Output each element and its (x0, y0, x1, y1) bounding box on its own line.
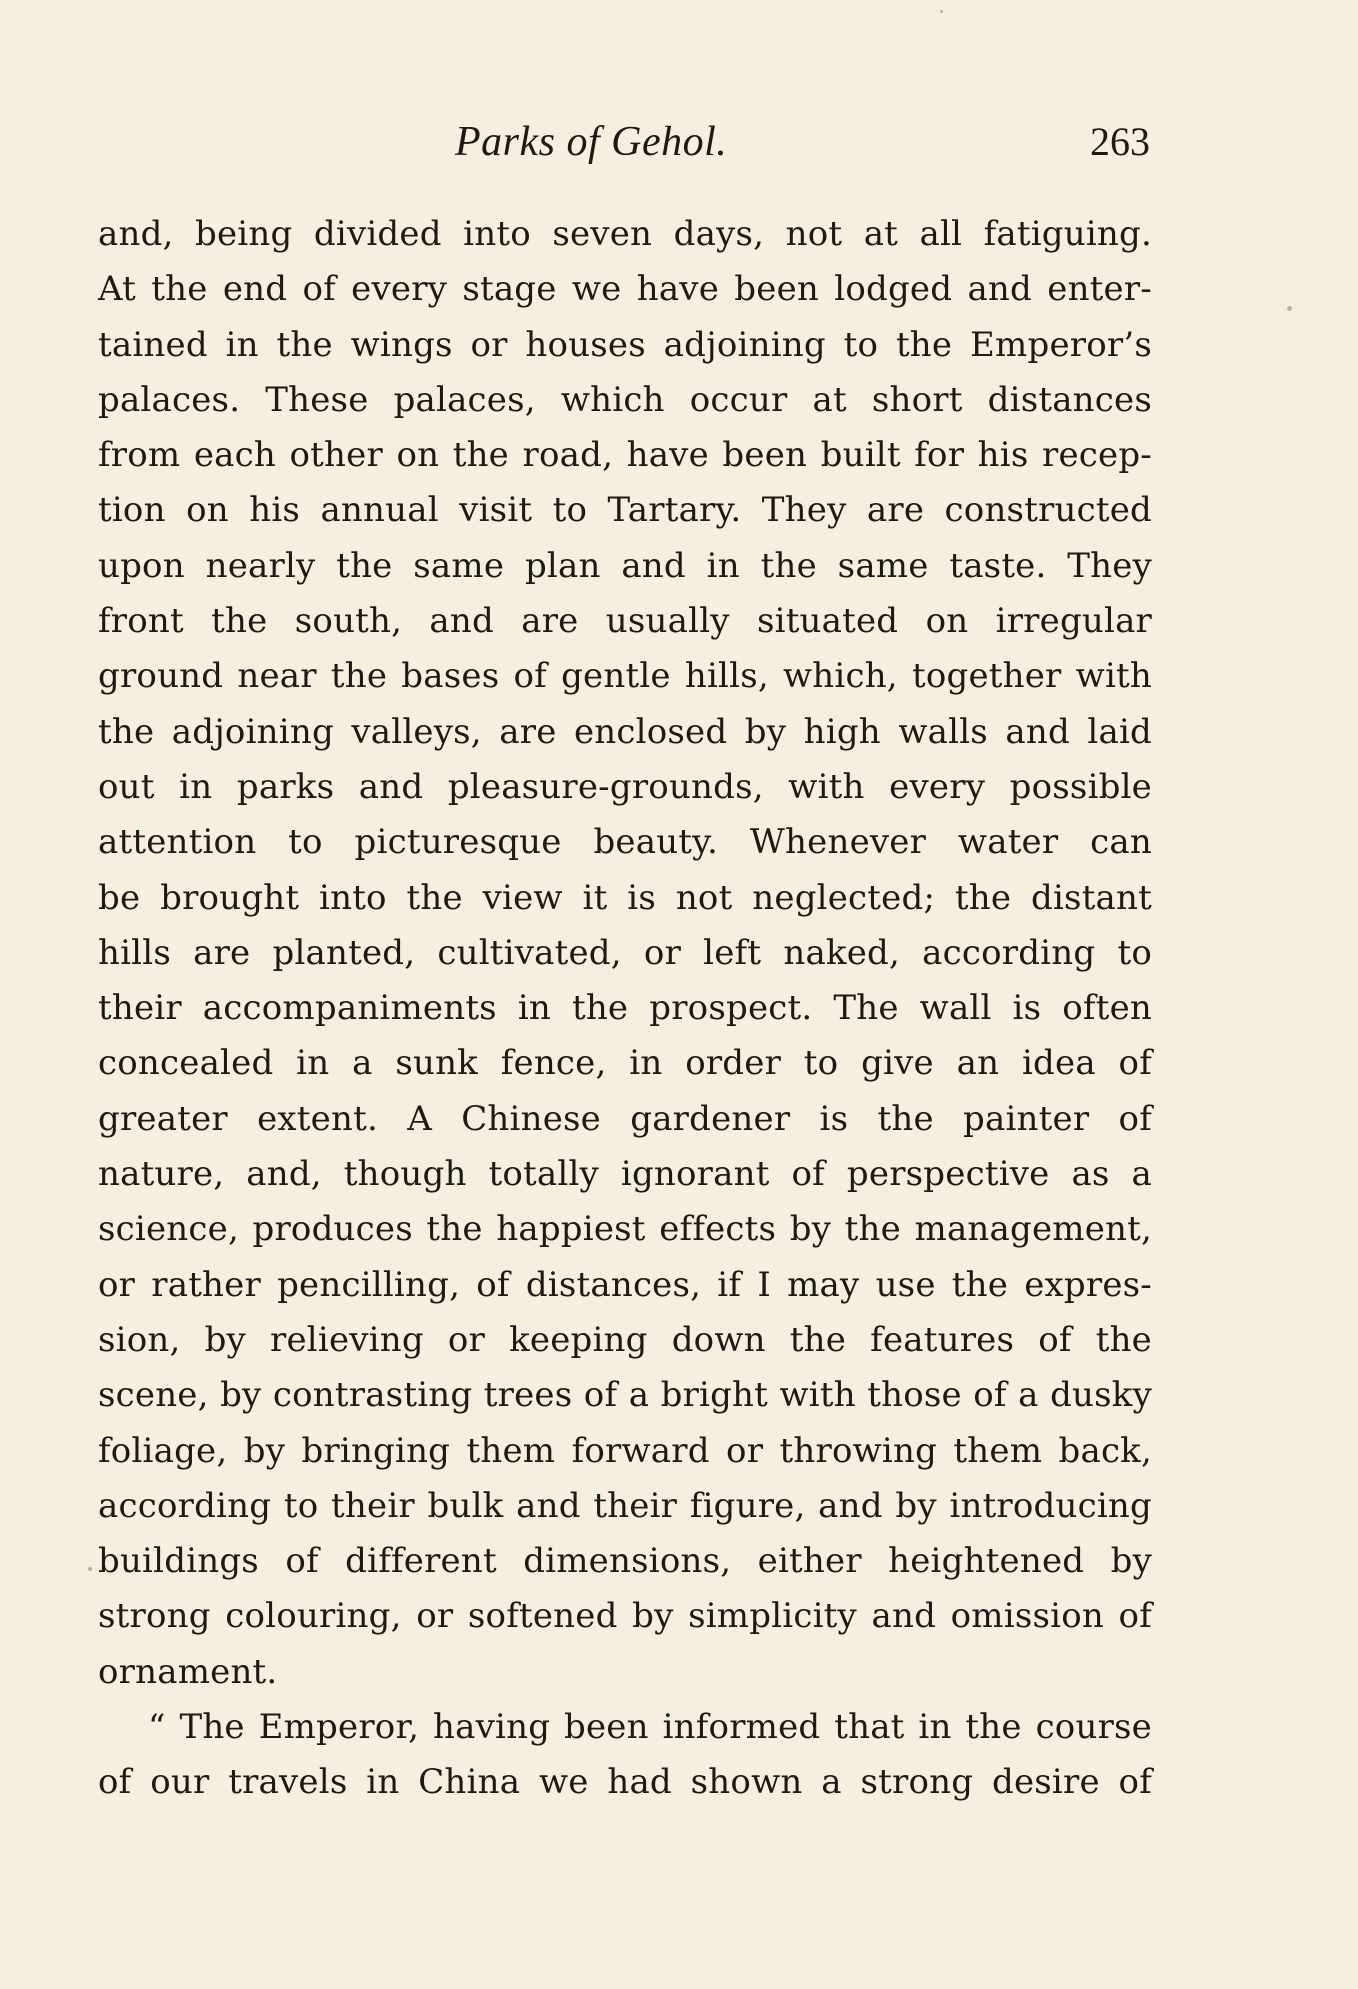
text-line: their accompaniments in the prospect. The wall is often (98, 988, 1152, 1029)
text-line: attention to picturesque beauty. Whenever water can (98, 822, 1152, 863)
text-line: according to their bulk and their figure, and by introducing (98, 1485, 1152, 1526)
text-line: science, produces the happiest effects by the management, (98, 1209, 1152, 1250)
text-line: strong colouring, or softened by simplicity and omission of (98, 1596, 1152, 1637)
text-line: “ The Emperor, having been informed that in the course (148, 1707, 1152, 1748)
text-line: upon nearly the same plan and in the same taste. They (98, 545, 1152, 586)
text-line: or rather pencilling, of distances, if I may use the expres- (98, 1264, 1152, 1305)
text-line: the adjoining valleys, are enclosed by high walls and laid (98, 711, 1152, 752)
text-line: tained in the wings or houses adjoining to the Emperor’s (98, 324, 1152, 365)
text-line: nature, and, though totally ignorant of perspective as a (98, 1154, 1152, 1195)
text-line: palaces. These palaces, which occur at short distances (98, 379, 1152, 420)
running-title: Parks of Gehol. (455, 119, 728, 165)
text-line: greater extent. A Chinese gardener is the painter of (98, 1098, 1152, 1139)
text-line: At the end of every stage we have been lodged and enter- (98, 269, 1152, 310)
text-line: ground near the bases of gentle hills, which, together with (98, 656, 1152, 697)
body-text (98, 207, 1152, 1811)
text-line: foliage, by bringing them forward or throwing them back, (98, 1430, 1152, 1471)
page-number: 263 (1090, 119, 1150, 164)
text-line: hills are planted, cultivated, or left naked, according to (98, 932, 1152, 973)
text-line: sion, by relieving or keeping down the features of the (98, 1319, 1152, 1360)
text-line: scene, by contrasting trees of a bright with those of a dusky (98, 1375, 1152, 1416)
text-line: of our travels in China we had shown a strong desire of (98, 1762, 1152, 1803)
paper-speck (88, 1567, 92, 1571)
text-line: out in parks and pleasure-grounds, with every possible (98, 766, 1152, 807)
text-line: front the south, and are usually situated on irregular (98, 601, 1152, 642)
text-line: ornament. (98, 1651, 278, 1692)
text-line: buildings of different dimensions, either heightened by (98, 1541, 1152, 1582)
text-line: concealed in a sunk fence, in order to give an idea of (98, 1043, 1152, 1084)
text-line: tion on his annual visit to Tartary. They are constructed (98, 490, 1152, 531)
text-line: and, being divided into seven days, not at all fatiguing. (98, 214, 1152, 254)
paper-speck (1287, 306, 1292, 311)
text-line: from each other on the road, have been built for his recep- (98, 435, 1152, 476)
text-line: be brought into the view it is not neglected; the distant (98, 877, 1152, 918)
page-header (0, 118, 1358, 178)
paper-speck (940, 10, 943, 13)
